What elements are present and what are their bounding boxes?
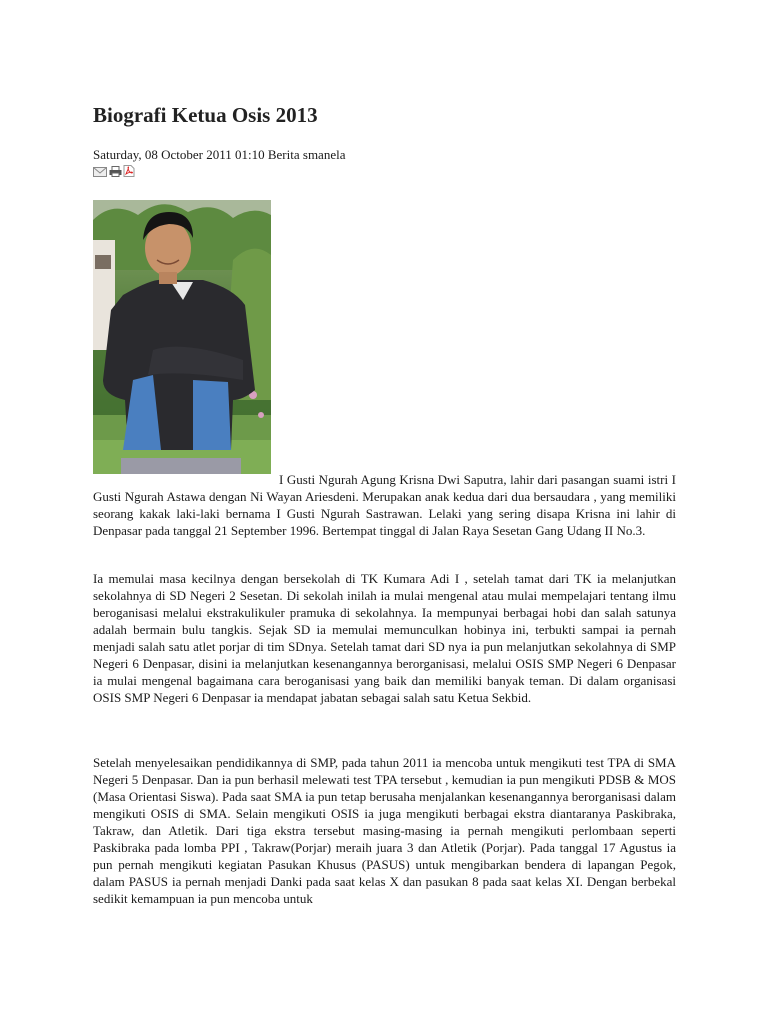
paragraph: Ia memulai masa kecilnya dengan bersekolah di TK Kumara Adi I , setelah tamat dari TK ia melanjutkan sekolahnya di SD Negeri 2 Sesetan. Di sekolah inilah ia mulai mengenal atau mulai mempelajari tentang ilmu beroganisasi melalui ekstrakulikuler pramuka di sekolahnya. Ia mempunyai berbagai hobi dan salah satunya adalah bermain bulu tangkis. Sejak SD ia memulai memunculkan hobinya ini, terbukti sampai ia pernah menjadi salah satu atlet porjar di tim SDnya. Setelah tamat dari SD nya ia pun melanjutkan sekolahnya di SMP Negeri 6 Denpasar, disini ia melanjutkan kesenangannya berorganisasi, melalui OSIS SMP Negeri 6 Denpasar ia mulai mengenal bagaimana cara beroganisasi yang baik dan memiliki banyak teman. Di dalam organisasi OSIS SMP Negeri 6 Denpasar ia mendapat jabatan sebagai salah satu Ketua Sekbid. [93, 571, 676, 705]
student-photo [93, 200, 271, 474]
paragraph: I Gusti Ngurah Agung Krisna Dwi Saputra, lahir dari pasangan suami istri I Gusti Ngurah Astawa dengan Ni Wayan Ariesdeni. Merupakan anak kedua dari dua bersaudara , yang memiliki seorang kakak laki-laki bernama I Gusti Ngurah Sastrawan. Lelaki yang sering disapa Krisna ini lahir di Denpasar pada tanggal 21 September 1996. Bertempat tinggal di Jalan Raya Sesetan Gang Udang II No.3. [93, 472, 676, 538]
article-toolbar [93, 164, 138, 176]
paragraph: Setelah menyelesaikan pendidikannya di SMP, pada tahun 2011 ia mencoba untuk mengikuti test TPA di SMA Negeri 5 Denpasar. Dan ia pun berhasil melewati test TPA tersebut , kemudian ia pun mengikuti PDSB & MOS (Masa Orientasi Siswa). Pada saat SMA ia pun tetap berusaha menjalankan kesenangannya berorganisasi dalam mengikuti OSIS di SMA. Selain mengikuti OSIS ia juga mengikuti berbagai ekstra diantaranya Paskibraka, Takraw, dan Atletik. Dari tiga ekstra tersebut masing-masing ia pernah mengikuti perlombaan seperti Paskibraka pada lomba PPI , Takraw(Porjar) meraih juara 3 dan Atletik (Porjar). Pada tanggal 17 Agustus ia pun pernah mengikuti kegiatan Pasukan Khusus (PASUS) untuk mengibarkan bendera di lapangan Pegok, dalam PASUS ia pernah menjadi Danki pada saat kelas X dan pasukan 8 pada saat kelas XI. Dengan berbekal sedikit kemampuan ia pun mencoba untuk [93, 755, 676, 906]
article-title: Biografi Ketua Osis 2013 [93, 103, 318, 127]
article-meta: Saturday, 08 October 2011 01:10 Berita smanela [93, 147, 346, 162]
pdf-icon[interactable] [123, 164, 135, 182]
print-icon[interactable] [109, 164, 122, 182]
email-icon[interactable] [93, 164, 107, 182]
